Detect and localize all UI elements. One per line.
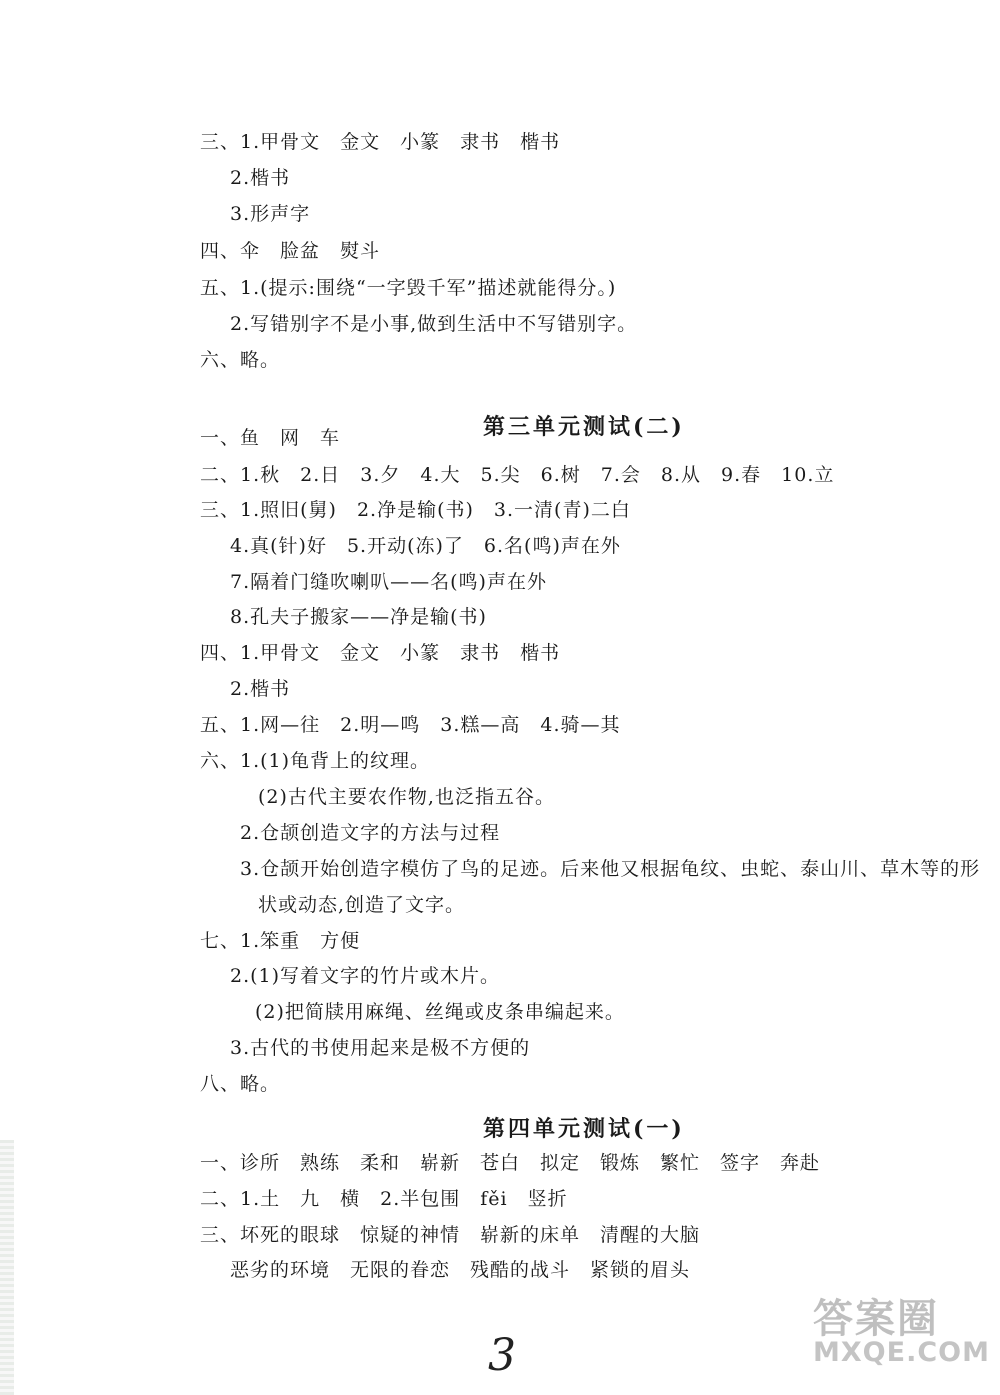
answer-line: 3.古代的书使用起来是极不方便的 bbox=[230, 1037, 531, 1059]
answer-line: 七、1.笨重 方便 bbox=[200, 930, 361, 952]
answer-line: 8.孔夫子搬家——净是输(书) bbox=[230, 606, 487, 628]
binding-edge bbox=[0, 1140, 14, 1395]
answer-line: 4.真(针)好 5.开动(冻)了 6.名(鸣)声在外 bbox=[230, 535, 621, 557]
answer-line: 六、略。 bbox=[200, 349, 281, 371]
answer-line: 三、1.甲骨文 金文 小篆 隶书 楷书 bbox=[200, 131, 561, 153]
answer-line: 四、伞 脸盆 熨斗 bbox=[200, 240, 381, 262]
answer-line: 五、1.网—往 2.明—鸣 3.糕—高 4.骑—其 bbox=[200, 714, 621, 736]
section-heading: 第三单元测试(二) bbox=[483, 414, 685, 440]
answer-line: 二、1.土 九 横 2.半包围 fěi 竖折 bbox=[200, 1188, 568, 1210]
answer-line: 7.隔着门缝吹喇叭——名(鸣)声在外 bbox=[230, 571, 547, 593]
answer-line: 三、坏死的眼球 惊疑的神情 崭新的床单 清醒的大脑 bbox=[200, 1224, 701, 1246]
watermark-text: 答案圈 bbox=[813, 1296, 939, 1342]
answer-line: 五、1.(提示:围绕“一字毁千军”描述就能得分。) bbox=[200, 277, 617, 299]
answer-line: 3.仓颉开始创造字模仿了鸟的足迹。后来他又根据龟纹、虫蛇、泰山川、草木等的形 bbox=[240, 858, 981, 880]
section-heading: 第四单元测试(一) bbox=[483, 1116, 685, 1142]
answer-line: 四、1.甲骨文 金文 小篆 隶书 楷书 bbox=[200, 642, 561, 664]
answer-line: 八、略。 bbox=[200, 1073, 281, 1095]
watermark-logo bbox=[795, 1283, 990, 1373]
answer-line: 2.写错别字不是小事,做到生活中不写错别字。 bbox=[230, 313, 638, 335]
answer-line: 六、1.(1)龟背上的纹理。 bbox=[200, 750, 431, 772]
page-number: 3 bbox=[488, 1330, 516, 1381]
answer-line: (2)把简牍用麻绳、丝绳或皮条串编起来。 bbox=[255, 1001, 625, 1023]
watermark-url: MXQE.COM bbox=[813, 1337, 990, 1368]
answer-line: 2.仓颉创造文字的方法与过程 bbox=[240, 822, 501, 844]
answer-line: 一、诊所 熟练 柔和 崭新 苍白 拟定 锻炼 繁忙 签字 奔赴 bbox=[200, 1152, 821, 1174]
answer-line: 状或动态,创造了文字。 bbox=[258, 894, 466, 916]
answer-line: 恶劣的环境 无限的眷恋 残酷的战斗 紧锁的眉头 bbox=[230, 1259, 691, 1281]
answer-line: 3.形声字 bbox=[230, 203, 311, 225]
answer-line: (2)古代主要农作物,也泛指五谷。 bbox=[258, 786, 555, 808]
answer-line: 三、1.照旧(舅) 2.净是输(书) 3.一清(青)二白 bbox=[200, 499, 631, 521]
answer-line: 2.楷书 bbox=[230, 167, 291, 189]
answer-line: 二、1.秋 2.日 3.夕 4.大 5.尖 6.树 7.会 8.从 9.春 10.立 bbox=[200, 464, 835, 486]
answer-line: 2.楷书 bbox=[230, 678, 291, 700]
answer-line: 2.(1)写着文字的竹片或木片。 bbox=[230, 965, 501, 987]
answer-line: 一、鱼 网 车 bbox=[200, 427, 341, 449]
